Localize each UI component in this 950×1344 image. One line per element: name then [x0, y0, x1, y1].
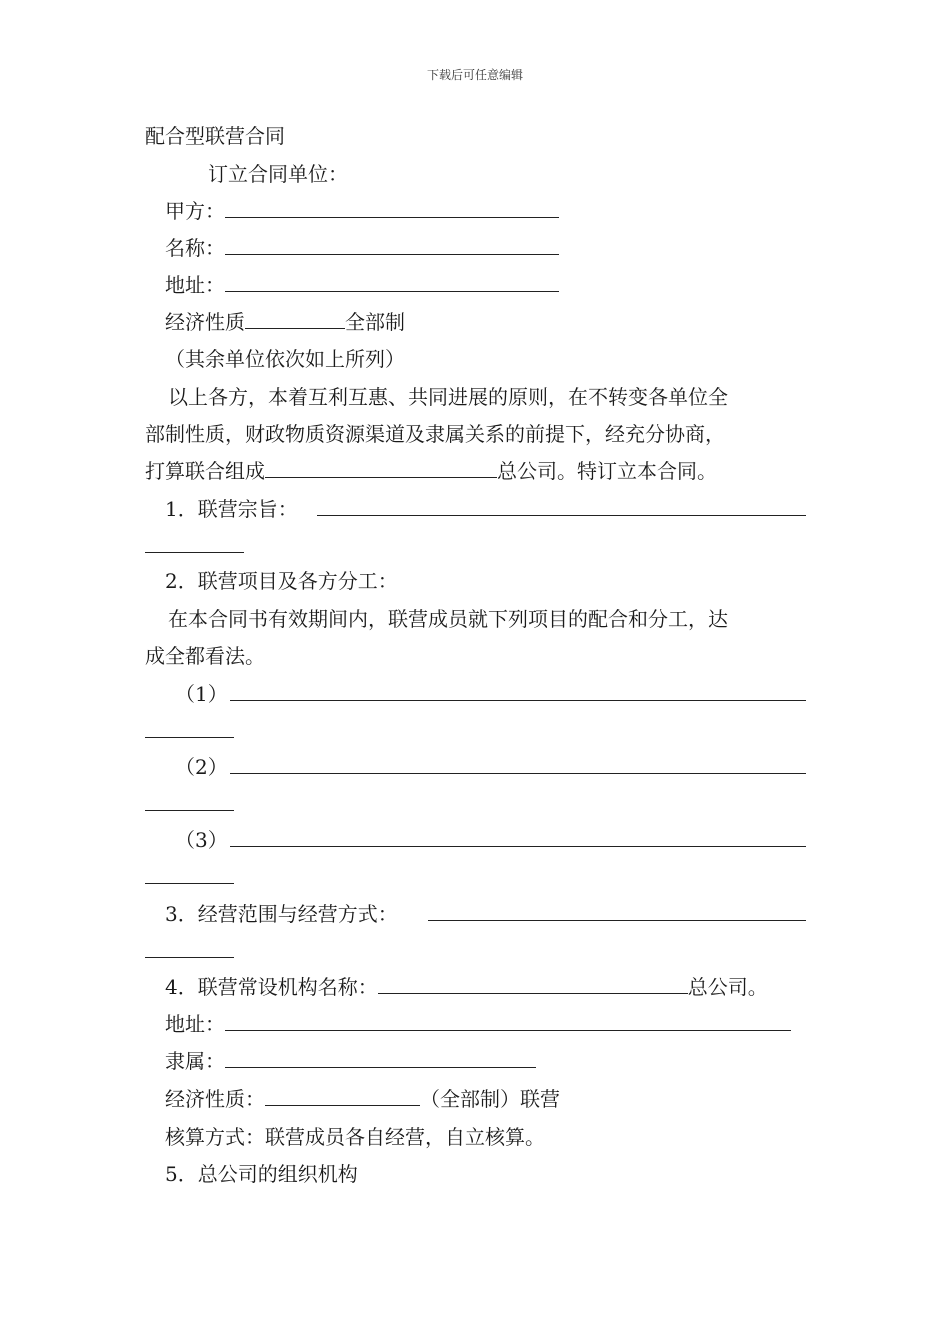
item-2-label: （2）: [175, 755, 228, 779]
item-1-blank-continued[interactable]: [145, 737, 234, 738]
item-3-blank[interactable]: [230, 846, 806, 847]
party-a-label: 甲方：: [165, 199, 225, 223]
section-4-econ-row: [165, 1085, 560, 1113]
section-1-label: 1．联营宗旨：: [165, 497, 298, 521]
preamble-line-3-prefix: 打算联合组成: [145, 459, 265, 483]
section-4-address-label: 地址：: [165, 1012, 225, 1036]
item-3-blank-continued[interactable]: [145, 883, 234, 884]
address-blank[interactable]: [225, 271, 559, 292]
item-2-blank[interactable]: [230, 773, 806, 774]
section-4-suffix: 总公司。: [687, 975, 768, 999]
item-1-label: （1）: [175, 682, 228, 706]
section-2-text-line-1: 在本合同书有效期间内，联营成员就下列项目的配合和分工，达: [168, 607, 728, 631]
econ-nature-blank[interactable]: [245, 308, 345, 329]
section-3-blank[interactable]: [428, 920, 806, 921]
party-a-row: [165, 197, 559, 225]
affiliation-blank[interactable]: [225, 1047, 536, 1068]
other-units-note: （其余单位依次如上所列）: [165, 347, 405, 371]
address-label: 地址：: [165, 273, 225, 297]
section-4-label: 4．联营常设机构名称：: [165, 975, 378, 999]
item-3-label: （3）: [175, 828, 228, 852]
page-header-note: 下载后可任意编辑: [426, 68, 523, 82]
section-4-address-row: [165, 1010, 791, 1038]
document-title: 配合型联营合同: [145, 124, 285, 148]
section-1-blank[interactable]: [317, 515, 806, 516]
parties-heading: 订立合同单位：: [208, 162, 348, 186]
section-2-text-line-2: 成全都看法。: [145, 644, 265, 668]
company-name-blank[interactable]: [265, 457, 497, 478]
section-4-address-blank[interactable]: [225, 1010, 791, 1031]
name-row: [165, 234, 559, 262]
item-2-blank-continued[interactable]: [145, 810, 234, 811]
section-5-label: 5．总公司的组织机构: [165, 1162, 358, 1186]
name-blank[interactable]: [225, 234, 559, 255]
item-1-blank[interactable]: [230, 700, 806, 701]
name-label: 名称：: [165, 236, 225, 260]
section-4-affiliation-row: [165, 1047, 536, 1075]
econ-nature-row: [165, 308, 405, 336]
section-4-econ-label: 经济性质：: [165, 1087, 265, 1111]
section-4-row: [165, 973, 768, 1001]
party-a-blank[interactable]: [225, 197, 559, 218]
section-1-blank-continued[interactable]: [145, 552, 244, 553]
section-4-accounting: 核算方式：联营成员各自经营，自立核算。: [165, 1125, 545, 1149]
preamble-line-2: 部制性质，财政物质资源渠道及隶属关系的前提下，经充分协商，: [145, 422, 725, 446]
section-3-label: 3．经营范围与经营方式：: [165, 902, 398, 926]
preamble-line-3: [145, 457, 717, 485]
econ-nature-label: 经济性质: [165, 310, 245, 334]
preamble-line-1: 以上各方，本着互利互惠、共同进展的原则，在不转变各单位全: [168, 385, 728, 409]
section-4-econ-blank[interactable]: [265, 1085, 420, 1106]
preamble-line-3-suffix: 总公司。特订立本合同。: [497, 459, 717, 483]
office-name-blank[interactable]: [378, 973, 688, 994]
section-4-econ-suffix: （全部制）联营: [420, 1087, 560, 1111]
section-4-affiliation-label: 隶属：: [165, 1049, 225, 1073]
econ-nature-suffix: 全部制: [345, 310, 405, 334]
section-2-label: 2．联营项目及各方分工：: [165, 569, 398, 593]
address-row: [165, 271, 559, 299]
section-3-blank-continued[interactable]: [145, 957, 234, 958]
